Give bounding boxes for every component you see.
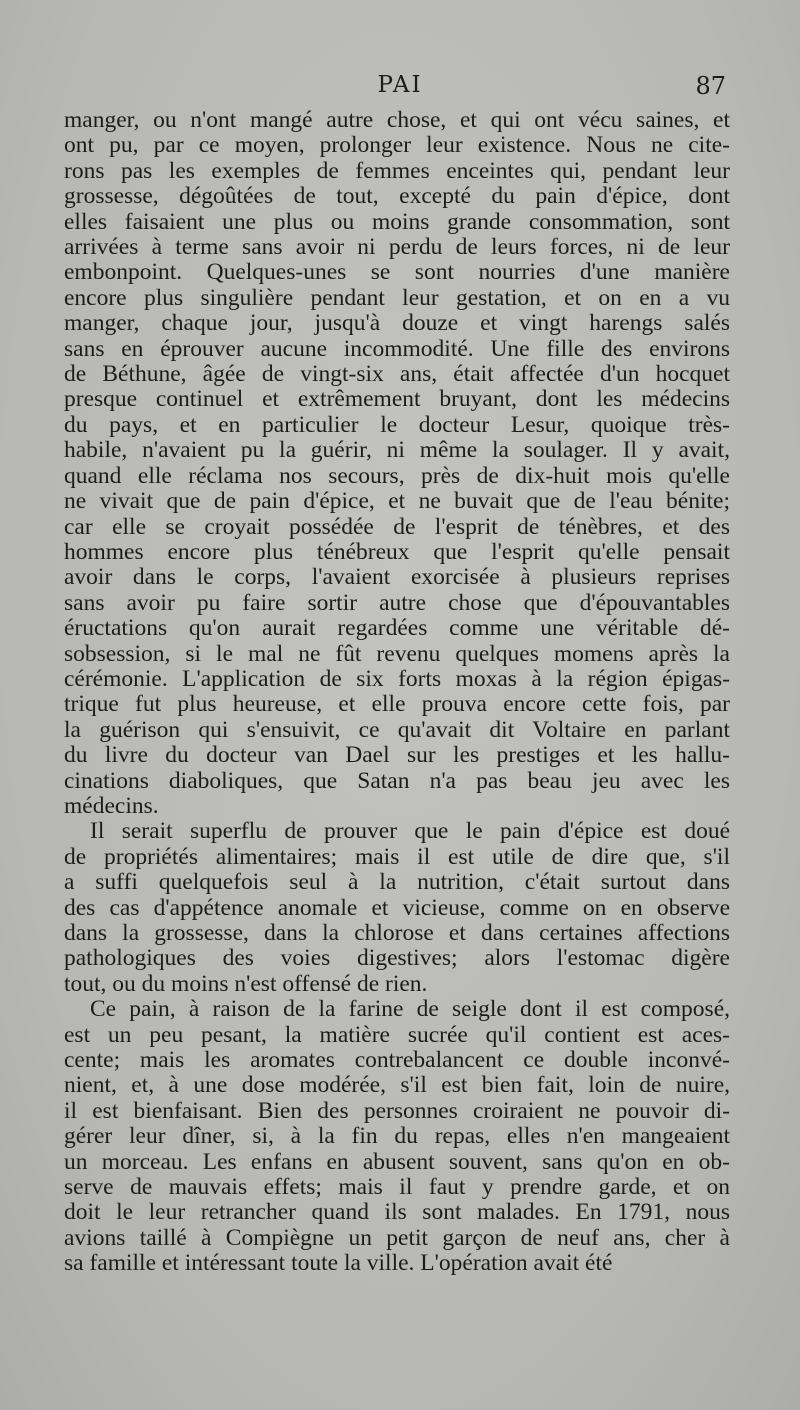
text-line: sobsession, si le mal ne fût revenu quelques momens après la <box>64 640 730 667</box>
text-line: arrivées à terme sans avoir ni perdu de leurs forces, ni de leur <box>64 234 730 261</box>
text-line: grossesse, dégoûtées de tout, excepté du pain d'épice, dont <box>64 183 730 210</box>
paragraph <box>64 997 730 1276</box>
page-number: 87 <box>695 72 726 100</box>
text-line: éructations qu'on aurait regardées comme une véritable dé- <box>64 615 730 642</box>
paragraph <box>64 108 730 819</box>
page-header <box>0 68 800 108</box>
text-line: a suffi quelquefois seul à la nutrition, c'était surtout dans <box>64 869 730 896</box>
text-line: Il serait superflu de prouver que le pain d'épice est doué <box>90 818 730 845</box>
text-line: trique fut plus heureuse, et elle prouva encore cette fois, par <box>64 691 730 718</box>
text-line: Ce pain, à raison de la farine de seigle dont il est composé, <box>90 996 730 1023</box>
text-line: encore plus singulière pendant leur gestation, et on en a vu <box>64 284 730 311</box>
text-line: du livre du docteur van Dael sur les prestiges et les hallu- <box>64 742 730 769</box>
text-line: cente; mais les aromates contrebalancent ce double inconvé- <box>64 1047 730 1074</box>
text-line: presque continuel et extrêmement bruyant, dont les médecins <box>64 386 730 413</box>
text-line: des cas d'appétence anomale et vicieuse, comme on en observe <box>64 894 730 921</box>
text-line: ont pu, par ce moyen, prolonger leur existence. Nous ne cite- <box>64 132 730 159</box>
text-line: un morceau. Les enfans en abusent souvent, sans qu'on en ob- <box>64 1148 730 1175</box>
text-line: pathologiques des voies digestives; alors l'estomac digère <box>64 945 730 972</box>
text-line: ne vivait que de pain d'épice, et ne buvait que de l'eau bénite; <box>64 488 730 515</box>
text-line: manger, ou n'ont mangé autre chose, et qui ont vécu saines, et <box>64 107 730 133</box>
text-line: nient, et, à une dose modérée, s'il est bien fait, loin de nuire, <box>64 1072 730 1099</box>
text-line: cinations diaboliques, que Satan n'a pas beau jeu avec les <box>64 767 730 794</box>
text-line: manger, chaque jour, jusqu'à douze et vingt harengs salés <box>64 310 730 337</box>
text-line: sans avoir pu faire sortir autre chose que d'épouvantables <box>64 589 730 616</box>
text-line: de propriétés alimentaires; mais il est utile de dire que, s'il <box>64 843 730 870</box>
text-line: avoir dans le corps, l'avaient exorcisée à plusieurs reprises <box>64 564 730 591</box>
text-line: tout, ou du moins n'est offensé de rien. <box>64 970 428 997</box>
text-line: il est bienfaisant. Bien des personnes croiraient ne pouvoir di- <box>64 1097 730 1124</box>
text-line: elles faisaient une plus ou moins grande consommation, sont <box>64 208 730 235</box>
text-line: sa famille et intéressant toute la ville. L'opération avait été <box>64 1250 613 1277</box>
text-line: rons pas les exemples de femmes enceintes qui, pendant leur <box>64 157 730 184</box>
text-line: serve de mauvais effets; mais il faut y prendre garde, et on <box>64 1174 730 1201</box>
text-line: sans en éprouver aucune incommodité. Une fille des environs <box>64 335 730 362</box>
text-line: médecins. <box>64 792 159 819</box>
text-line: est un peu pesant, la matière sucrée qu'il contient est aces- <box>64 1021 730 1048</box>
text-line: car elle se croyait possédée de l'esprit de ténèbres, et des <box>64 513 730 540</box>
running-head: PAI <box>377 72 423 98</box>
text-line: cérémonie. L'application de six forts moxas à la région épigas- <box>64 665 730 692</box>
text-line: embonpoint. Quelques-unes se sont nourries d'une manière <box>64 259 730 286</box>
page-body <box>64 108 730 1277</box>
text-line: hommes encore plus ténébreux que l'esprit qu'elle pensait <box>64 538 730 565</box>
text-line: gérer leur dîner, si, à la fin du repas, elles n'en mangeaient <box>64 1123 730 1150</box>
text-line: doit le leur retrancher quand ils sont malades. En 1791, nous <box>64 1199 730 1226</box>
text-line: de Béthune, âgée de vingt-six ans, était affectée d'un hocquet <box>64 361 730 388</box>
text-line: la guérison qui s'ensuivit, ce qu'avait dit Voltaire en parlant <box>64 716 730 743</box>
text-line: du pays, et en particulier le docteur Lesur, quoique très- <box>64 411 730 438</box>
paragraph <box>64 819 730 997</box>
text-line: habile, n'avaient pu la guérir, ni même la soulager. Il y avait, <box>64 437 730 464</box>
text-line: quand elle réclama nos secours, près de dix-huit mois qu'elle <box>64 462 730 489</box>
text-line: dans la grossesse, dans la chlorose et dans certaines affections <box>64 920 730 946</box>
text-line: avions taillé à Compiègne un petit garçon de neuf ans, cher à <box>64 1224 730 1251</box>
